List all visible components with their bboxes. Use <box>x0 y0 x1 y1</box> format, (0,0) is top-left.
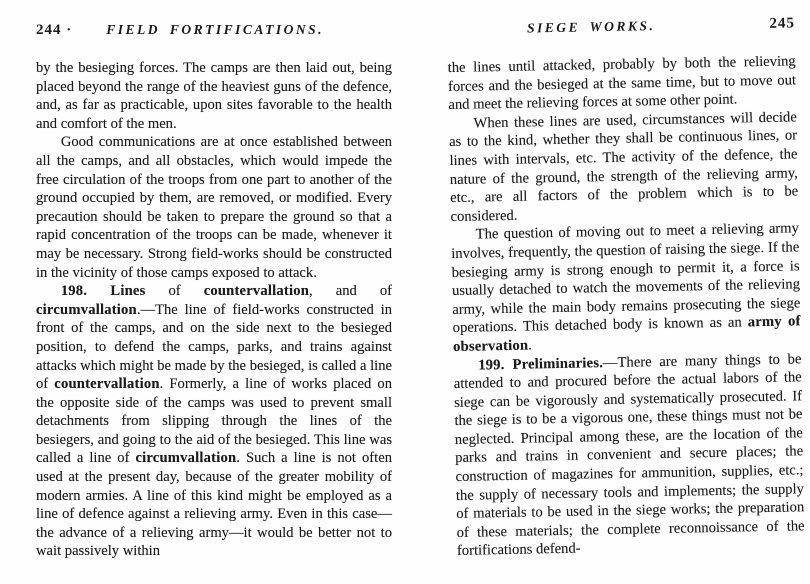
paragraph <box>36 133 392 282</box>
bold-term: 198. Lines <box>60 283 146 300</box>
text-segment: the lines until attacked, probably by both the relieving forces and the besieged at the same time, but to move out and meet the relieving forces at some other point. <box>447 53 797 114</box>
paragraph <box>36 282 392 561</box>
text-segment: .—The line of field-works constructed in front of the camps, and on the side next to the besieged position, to defend the camps, parks, and trains against attacks which might be made by the besieged, is called a line of <box>36 301 392 393</box>
page-left-header <box>36 22 392 42</box>
text-segment: When these lines are used, circumstances will decide as to the kind, whether they shall be continuous lines, or lines with intervals, etc. The activity of the defence, the nature of the ground, the strength of the relieving army, etc., are all factors of the problem which is to be considered. <box>448 109 799 225</box>
bold-term: countervallation <box>54 376 160 393</box>
paragraph <box>451 220 801 357</box>
bold-term: countervallation <box>203 283 310 300</box>
page-right-header <box>447 15 795 42</box>
paragraph <box>449 108 799 226</box>
page-right-body <box>448 52 806 561</box>
text-segment: by the besieging forces. The camps are then laid out, being placed beyond the range of the heaviest guns of the defence, and, as far as practicable, upon sites favorable to the health and comfort of the men. <box>36 60 392 132</box>
text-segment: Good communications are at once established between all the camps, and all obstacles, which would impede the free circulation of the troops from one part to another of the ground occupied by them, are removed, or modified. Every precaution should be taken to prepare the ground so that a rapid concentration of the troops can be made, whenever it may be necessary. Strong field-works should be constructed in the vicinity of those camps exposed to attack. <box>36 134 392 281</box>
bold-term: circumvallation <box>135 450 237 467</box>
text-segment: . Such a line is not often used at the present day, because of the greater mobility of modern armies. A line of this kind might be employed as a line of defence against a relieving army. Even in this case—the advance of a relieving army—it would be better not to wait passively within <box>36 450 392 560</box>
text-segment: The question of moving out to meet a relieving army involves, frequently, the question of raising the siege. If the besieging army is strong enough to permit it, a force is usually detached to watch the movements of the relieving army, while the main body remains prosecuting the siege operations. This detached body is known as an <box>451 220 801 337</box>
paragraph <box>453 350 805 561</box>
text-segment: . Formerly, a line of works placed on the opposite side of the camps was used to prevent small detachments from slipping through the lines of the besiegers, and going to the aid of the besieged. This line was called a line of <box>36 376 392 467</box>
page-number-left: 244 · <box>36 22 73 38</box>
page-number-right: 245 <box>769 15 796 32</box>
text-segment: . <box>528 337 533 354</box>
bold-term: 199. Preliminaries. <box>478 354 604 374</box>
running-head-left: FIELD FORTIFICATIONS. <box>106 22 325 37</box>
text-segment: of <box>145 283 204 300</box>
bold-term: circumvallation <box>36 301 137 318</box>
text-segment: —There are many things to be attended to and procured before the actual labors of the siege can be vigorously and systematically prosecuted. If the siege is to be a vigorous one, these things must not be neglected. Principal among these, are the location of the parks and trains in convenient and secure places; the construction of magazines for ammunition, supplies, etc.; the supply of necessary tools and implements; the supply of materials to be used in the siege works; the preparation of these materials; the complete reconnoissance of the fortifications defend- <box>453 350 805 560</box>
bold-term: army of observation <box>452 313 801 355</box>
paragraph <box>36 59 392 133</box>
paragraph <box>448 52 797 114</box>
text-segment: , and of <box>309 283 392 300</box>
running-head-right: SIEGE WORKS. <box>526 18 656 36</box>
page-left <box>36 22 392 561</box>
page-right <box>447 15 805 561</box>
page-left-body <box>36 59 392 561</box>
